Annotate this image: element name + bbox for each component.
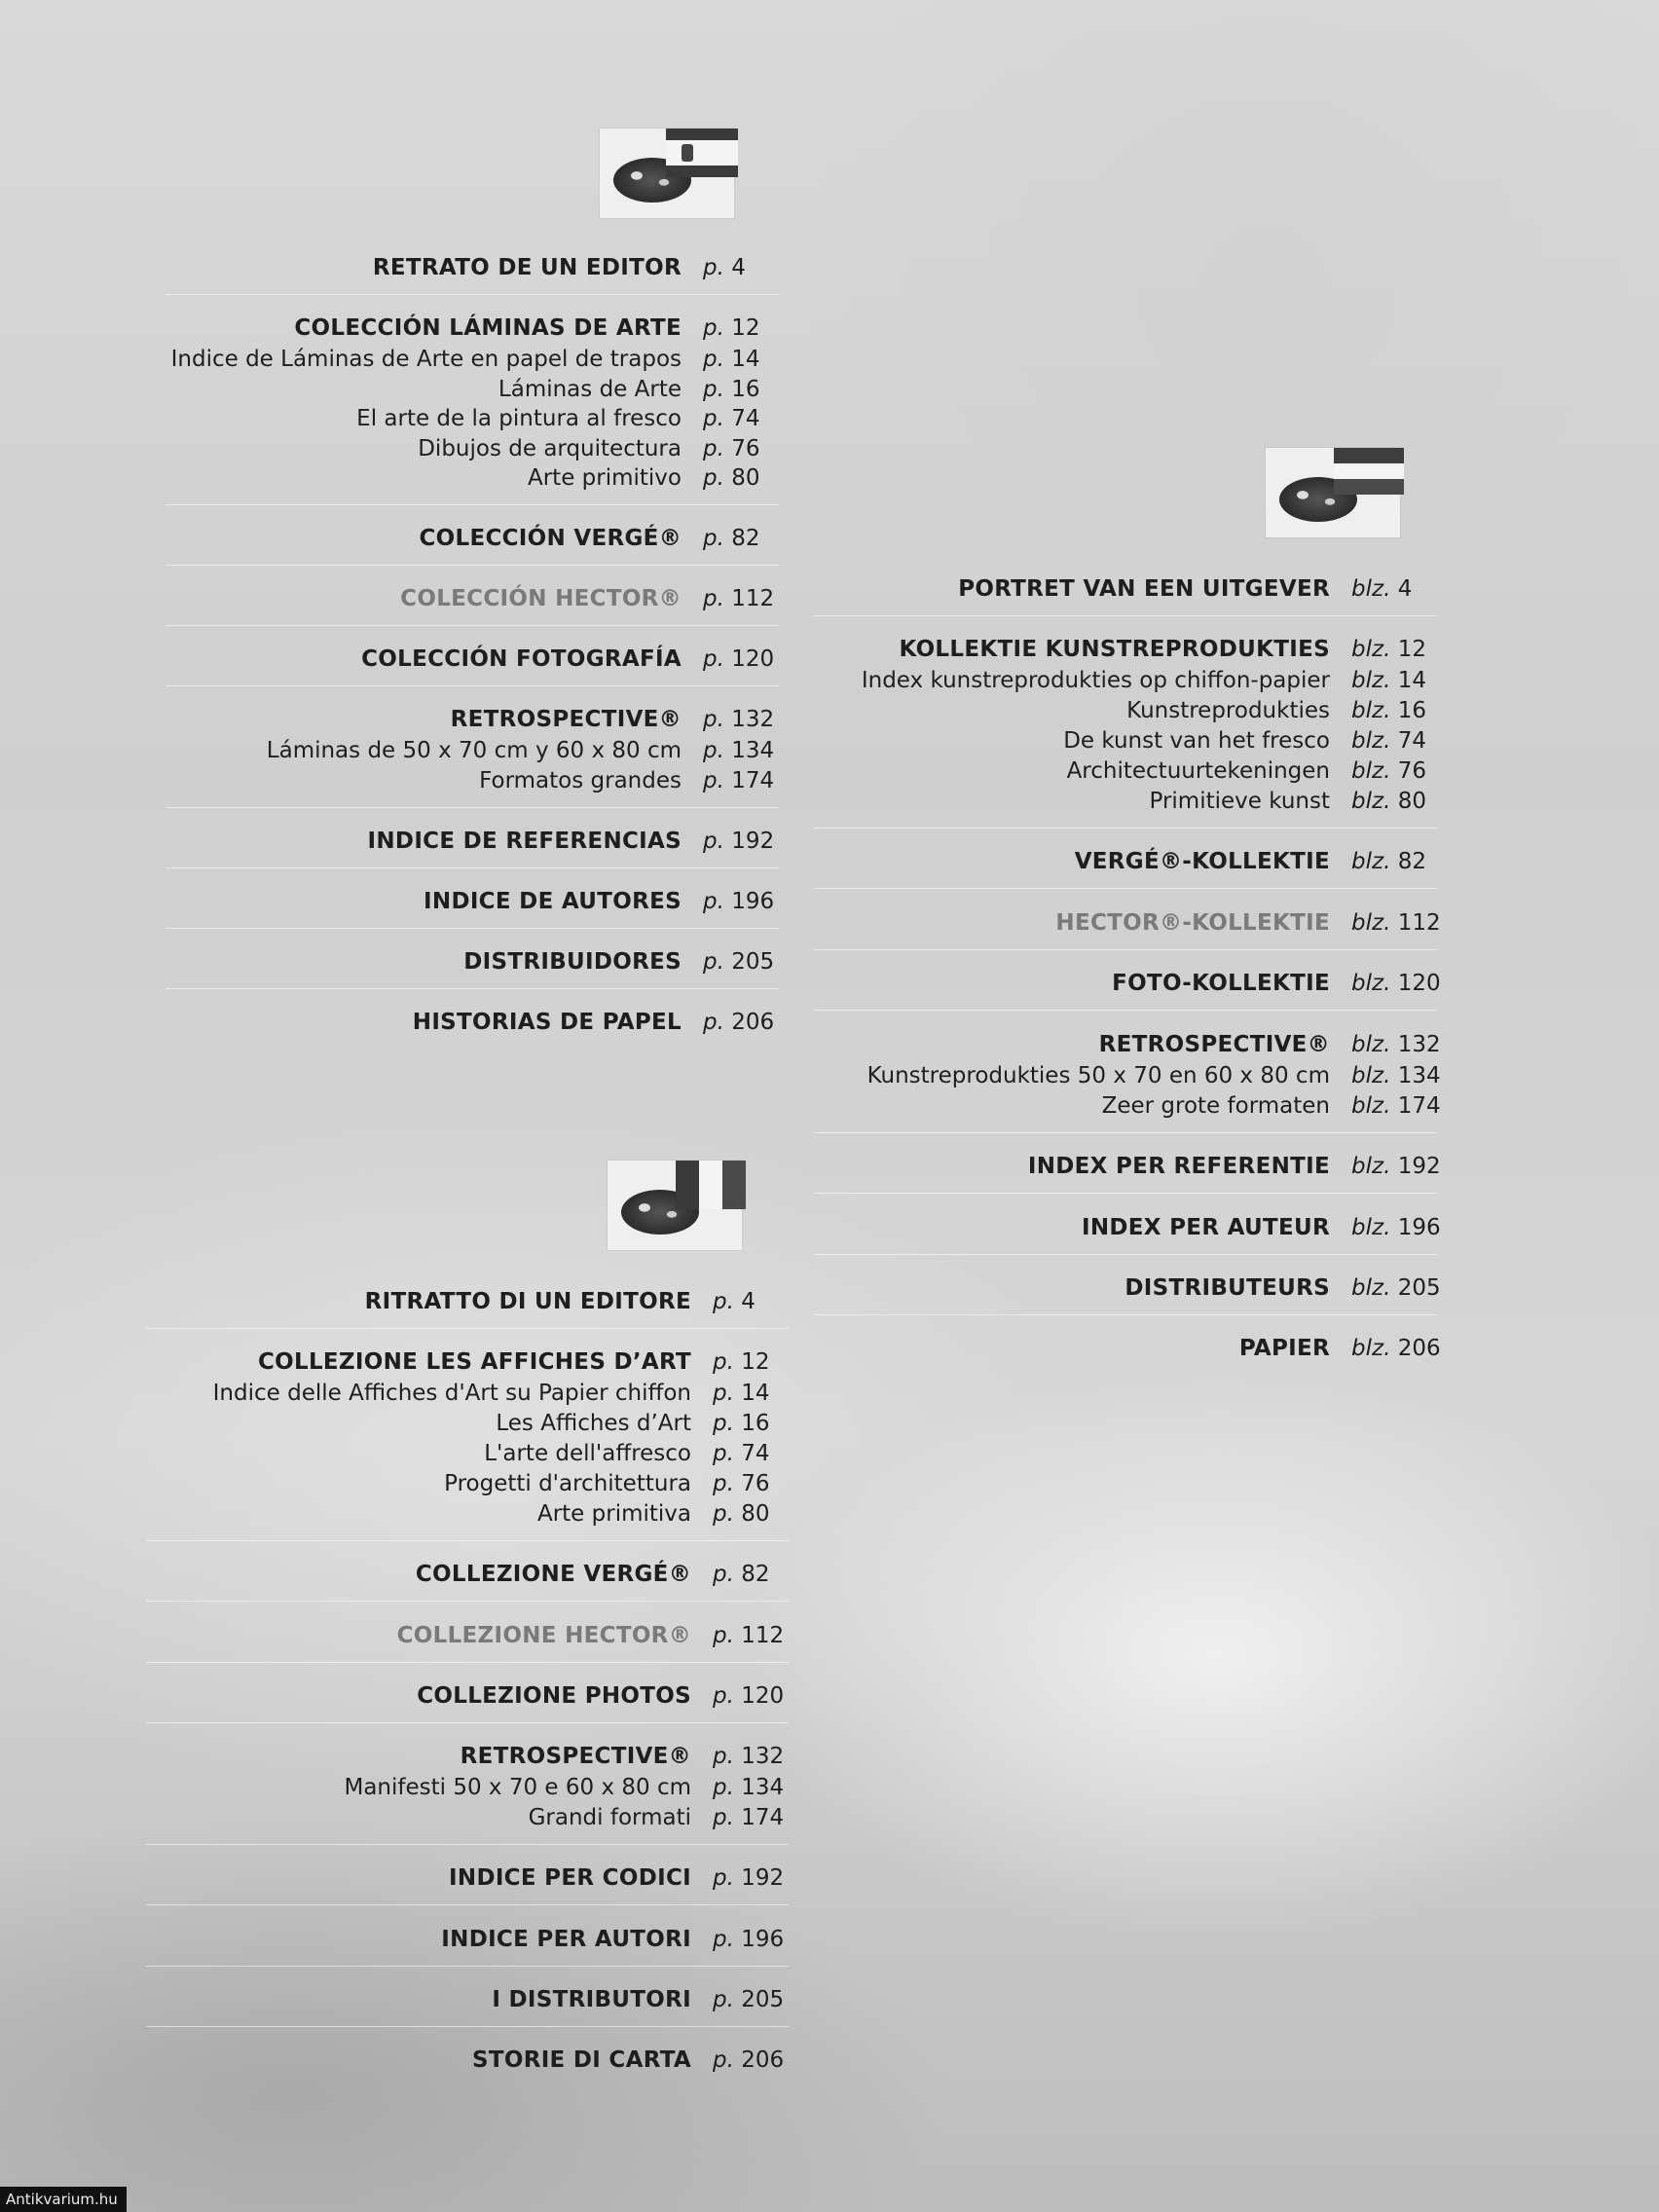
divider (166, 565, 779, 566)
toc-entry (0, 1558, 770, 1591)
page-prefix: blz. (1351, 698, 1391, 723)
toc-entry (0, 432, 760, 465)
toc-entry-page (713, 1862, 784, 1895)
toc-entry-title: INDEX PER REFERENTIE (1027, 1154, 1330, 1179)
page-number: 132 (741, 1744, 785, 1769)
toc-entry-page (1351, 572, 1412, 606)
page-number: 16 (731, 377, 760, 402)
toc-entry-title: INDEX PER AUTEUR (1082, 1215, 1330, 1240)
divider (146, 2026, 789, 2027)
page-number: 4 (731, 255, 746, 280)
toc-entry-title: HECTOR®-KOLLEKTIE (1055, 910, 1330, 936)
toc-entry-page (703, 402, 760, 435)
toc-entry-page (703, 373, 760, 406)
toc-entry (0, 1346, 770, 1379)
divider (146, 1328, 789, 1329)
divider (146, 1601, 789, 1602)
toc-entry (0, 785, 1426, 818)
toc-entry (0, 1028, 1441, 1061)
toc-entry (0, 1740, 785, 1773)
toc-entry (0, 1923, 785, 1956)
toc-entry-title: Architectuurtekeningen (1066, 758, 1330, 784)
page-number: 76 (741, 1471, 770, 1496)
toc-entry-title: Manifesti 50 x 70 e 60 x 80 cm (344, 1775, 691, 1800)
toc-entry (0, 373, 760, 406)
toc-entry (0, 251, 746, 284)
toc-entry-page (713, 1619, 784, 1652)
toc-entry-title: KOLLEKTIE KUNSTREPRODUKTIES (899, 637, 1330, 662)
page-prefix: p. (713, 1501, 734, 1527)
toc-entry-title: Kunstreprodukties 50 x 70 en 60 x 80 cm (866, 1063, 1330, 1088)
toc-entry-page (1351, 1028, 1441, 1061)
page-number: 80 (741, 1501, 770, 1527)
toc-entry-page (713, 1437, 770, 1470)
page-number: 192 (1397, 1154, 1441, 1179)
toc-entry-title: STORIE DI CARTA (471, 2047, 691, 2073)
toc-entry (0, 343, 760, 376)
toc-entry (0, 402, 760, 435)
page-number: 74 (1397, 728, 1426, 754)
toc-entry-title: El arte de la pintura al fresco (356, 406, 682, 431)
page-number: 16 (1397, 698, 1426, 723)
page-number: 14 (1397, 668, 1426, 693)
toc-entry-title: COLECCIÓN FOTOGRAFÍA (361, 646, 682, 672)
page-number: 12 (1397, 637, 1426, 662)
toc-entry-page (713, 1679, 784, 1713)
toc-entry-page (703, 461, 760, 495)
toc-entry-page (1351, 1059, 1441, 1092)
toc-entry-title: RETROSPECTIVE® (450, 707, 682, 732)
page-prefix: blz. (1351, 1275, 1391, 1301)
toc-entry (0, 1771, 785, 1804)
divider (146, 1966, 789, 1967)
toc-entry-page (1351, 755, 1426, 788)
page-prefix: p. (713, 1471, 734, 1496)
page-number: 112 (1397, 910, 1441, 936)
toc-entry-page (1351, 1211, 1441, 1244)
divider (814, 888, 1437, 889)
toc-entry-page (1351, 633, 1426, 666)
page-number: 120 (731, 646, 775, 672)
page-number: 12 (741, 1349, 770, 1375)
page-prefix: blz. (1351, 1032, 1391, 1057)
page-prefix: p. (713, 1987, 734, 2012)
spanish-flag-badge (600, 129, 734, 218)
toc-entry-page (703, 432, 760, 465)
page-number: 4 (1397, 576, 1413, 602)
page-prefix: p. (713, 1927, 734, 1952)
page-prefix: blz. (1351, 1093, 1391, 1119)
page-number: 4 (741, 1289, 756, 1314)
toc-entry (0, 845, 1426, 878)
page-number: 74 (731, 406, 760, 431)
page-prefix: blz. (1351, 728, 1391, 754)
page-prefix: p. (703, 436, 724, 461)
toc-entry-page (1351, 1332, 1441, 1365)
page-prefix: p. (703, 949, 724, 975)
toc-entry (0, 967, 1441, 1000)
page-prefix: p. (703, 377, 724, 402)
divider (166, 504, 779, 505)
toc-entry-title: COLLEZIONE HECTOR® (396, 1623, 691, 1648)
toc-entry-page (713, 1407, 770, 1440)
toc-entry-title: INDICE PER AUTORI (441, 1927, 691, 1952)
page-prefix: p. (713, 1865, 734, 1891)
toc-entry-page (1351, 785, 1426, 818)
toc-entry-title: Indice de Láminas de Arte en papel de trapos (170, 347, 682, 372)
toc-entry-title: DISTRIBUTEURS (1124, 1275, 1330, 1301)
page-prefix: blz. (1351, 668, 1391, 693)
page-number: 120 (1397, 971, 1441, 996)
page-prefix: p. (713, 1411, 734, 1436)
page-prefix: blz. (1351, 849, 1391, 874)
divider (814, 949, 1437, 950)
toc-entry-page (1351, 1089, 1441, 1123)
toc-entry (0, 2044, 785, 2077)
toc-entry (0, 724, 1426, 757)
page-prefix: p. (703, 255, 724, 280)
page-number: 134 (1397, 1063, 1441, 1088)
toc-entry-title: Primitieve kunst (1149, 789, 1330, 814)
page-number: 80 (731, 465, 760, 491)
divider (814, 1314, 1437, 1315)
page-prefix: p. (713, 1775, 734, 1800)
toc-entry-page (713, 1923, 784, 1956)
toc-entry-title: HISTORIAS DE PAPEL (412, 1010, 682, 1035)
toc-entry-title: Láminas de 50 x 70 cm y 60 x 80 cm (266, 738, 682, 763)
page-prefix: p. (703, 1010, 724, 1035)
toc-entry-page (713, 1983, 784, 2016)
divider (814, 615, 1437, 616)
page-number: 112 (741, 1623, 785, 1648)
toc-entry (0, 1285, 756, 1318)
toc-entry-page (1351, 694, 1426, 727)
toc-entry-page (703, 312, 760, 345)
page-prefix: p. (713, 1381, 734, 1406)
page-number: 120 (741, 1683, 785, 1709)
divider (146, 1844, 789, 1845)
toc-entry (0, 1983, 785, 2016)
page-prefix: p. (703, 738, 724, 763)
toc-entry-title: Arte primitiva (536, 1501, 691, 1527)
page-number: 14 (731, 347, 760, 372)
toc-entry (0, 906, 1441, 940)
toc-entry-title: Indice delle Affiches d'Art su Papier chiffon (212, 1381, 691, 1406)
divider (814, 1254, 1437, 1255)
page-number: 206 (1397, 1336, 1441, 1361)
page-prefix: p. (703, 646, 724, 672)
page-number: 76 (1397, 758, 1426, 784)
page-number: 174 (741, 1805, 785, 1830)
toc-entry-title: Index kunstreprodukties op chiffon-papier (861, 668, 1330, 693)
page-prefix: blz. (1351, 637, 1391, 662)
divider (814, 1193, 1437, 1194)
page-number: 196 (731, 889, 775, 914)
toc-entry-page (1351, 967, 1441, 1000)
page-prefix: p. (713, 1562, 734, 1587)
toc-entry-page (1351, 845, 1426, 878)
page-prefix: p. (703, 526, 724, 551)
page-prefix: p. (713, 1349, 734, 1375)
toc-entry (0, 461, 760, 495)
page-number: 205 (1397, 1275, 1441, 1301)
page-number: 76 (731, 436, 760, 461)
toc-entry-title: Progetti d'architettura (444, 1471, 691, 1496)
toc-entry-page (1351, 906, 1441, 940)
page-prefix: blz. (1351, 910, 1391, 936)
divider (166, 625, 779, 626)
toc-entry-title: Les Affiches d’Art (496, 1411, 691, 1436)
page-prefix: p. (703, 707, 724, 732)
dutch-flag-badge (1266, 448, 1400, 537)
divider (146, 1722, 789, 1723)
page-number: 134 (741, 1775, 785, 1800)
toc-entry-page (1351, 1150, 1441, 1183)
page-prefix: blz. (1351, 1336, 1391, 1361)
toc-entry (0, 1377, 770, 1410)
page-prefix: blz. (1351, 1154, 1391, 1179)
toc-entry (0, 1150, 1441, 1183)
toc-entry-page (1351, 664, 1426, 697)
page-number: 174 (1397, 1093, 1441, 1119)
page-number: 134 (731, 738, 775, 763)
toc-entry-page (1351, 724, 1426, 757)
page-number: 14 (741, 1381, 770, 1406)
spain-flag-icon (666, 129, 738, 177)
toc-entry-title: INDICE PER CODICI (449, 1865, 691, 1891)
toc-entry (0, 694, 1426, 727)
toc-entry (0, 1059, 1441, 1092)
toc-entry (0, 572, 1413, 606)
toc-entry-title: Dibujos de arquitectura (418, 436, 682, 461)
toc-entry-title: PAPIER (1238, 1336, 1330, 1361)
page-prefix: p. (713, 1805, 734, 1830)
toc-entry (0, 1211, 1441, 1244)
toc-entry (0, 755, 1426, 788)
toc-entry-page (713, 1285, 756, 1318)
toc-entry-title: Formatos grandes (479, 768, 682, 793)
page-prefix: p. (713, 2047, 734, 2073)
page-number: 192 (731, 829, 775, 854)
toc-entry-title: COLECCIÓN HECTOR® (400, 586, 682, 611)
page-prefix: blz. (1351, 971, 1391, 996)
watermark: Antikvarium.hu (0, 2187, 127, 2212)
toc-entry-title: INDICE DE REFERENCIAS (367, 829, 682, 854)
page-number: 174 (731, 768, 775, 793)
toc-entry-page (713, 2044, 784, 2077)
page-number: 132 (731, 707, 775, 732)
toc-entry-title: FOTO-KOLLEKTIE (1112, 971, 1330, 996)
divider (146, 1904, 789, 1905)
toc-entry (0, 522, 760, 555)
toc-entry-title: I DISTRIBUTORI (492, 1987, 691, 2012)
page-number: 206 (731, 1010, 775, 1035)
toc-entry (0, 1862, 785, 1895)
page-number: 82 (731, 526, 760, 551)
toc-entry-title: COLLEZIONE LES AFFICHES D’ART (257, 1349, 691, 1375)
page-prefix: p. (713, 1683, 734, 1709)
toc-entry (0, 1679, 785, 1713)
page-number: 12 (731, 315, 760, 341)
toc-entry-page (713, 1346, 770, 1379)
page-prefix: p. (703, 586, 724, 611)
page-prefix: blz. (1351, 789, 1391, 814)
toc-entry-title: RETRATO DE UN EDITOR (372, 255, 682, 280)
page-number: 196 (741, 1927, 785, 1952)
page-prefix: p. (703, 406, 724, 431)
toc-entry-title: VERGÉ®-KOLLEKTIE (1074, 849, 1330, 874)
divider (146, 1540, 789, 1541)
toc-entry-page (713, 1771, 784, 1804)
page-prefix: blz. (1351, 1063, 1391, 1088)
toc-entry-title: Arte primitivo (527, 465, 682, 491)
netherlands-flag-icon (1334, 448, 1404, 495)
page-prefix: blz. (1351, 1215, 1391, 1240)
page-number: 82 (741, 1562, 770, 1587)
toc-entry (0, 312, 760, 345)
toc-entry-title: COLLEZIONE VERGÉ® (415, 1562, 691, 1587)
toc-entry-title: Grandi formati (528, 1805, 691, 1830)
toc-entry (0, 1497, 770, 1530)
page-prefix: p. (703, 829, 724, 854)
page-number: 74 (741, 1441, 770, 1466)
toc-entry-page (703, 522, 760, 555)
toc-entry-page (713, 1467, 770, 1500)
toc-entry-title: INDICE DE AUTORES (424, 889, 682, 914)
toc-entry-page (703, 343, 760, 376)
page-prefix: blz. (1351, 758, 1391, 784)
divider (814, 828, 1437, 829)
page-number: 196 (1397, 1215, 1441, 1240)
page-prefix: p. (703, 315, 724, 341)
divider (814, 1132, 1437, 1133)
page-number: 205 (741, 1987, 785, 2012)
toc-entry-page (713, 1497, 770, 1530)
page-number: 82 (1397, 849, 1426, 874)
page-number: 206 (741, 2047, 785, 2073)
toc-entry (0, 1619, 785, 1652)
page-prefix: p. (713, 1441, 734, 1466)
page-prefix: p. (713, 1289, 734, 1314)
toc-entry-page (1351, 1272, 1441, 1305)
page-prefix: p. (713, 1744, 734, 1769)
toc-entry-page (713, 1801, 784, 1834)
toc-entry (0, 1437, 770, 1470)
divider (146, 1662, 789, 1663)
page-prefix: p. (703, 347, 724, 372)
toc-entry-page (713, 1558, 770, 1591)
toc-entry-title: De kunst van het fresco (1063, 728, 1330, 754)
page-prefix: p. (703, 768, 724, 793)
toc-entry-page (713, 1377, 770, 1410)
page-number: 80 (1397, 789, 1426, 814)
toc-entry-page (703, 251, 746, 284)
page-number: 205 (731, 949, 775, 975)
toc-entry-title: DISTRIBUIDORES (463, 949, 682, 975)
page-number: 112 (731, 586, 775, 611)
divider (166, 294, 779, 295)
toc-entry-title: RETROSPECTIVE® (1098, 1032, 1330, 1057)
toc-entry-title: Kunstreprodukties (1126, 698, 1330, 723)
page-prefix: p. (713, 1623, 734, 1648)
toc-entry (0, 1407, 770, 1440)
toc-entry (0, 1467, 770, 1500)
toc-entry-title: COLECCIÓN VERGÉ® (419, 526, 682, 551)
page-prefix: p. (703, 889, 724, 914)
page-number: 16 (741, 1411, 770, 1436)
toc-entry-title: PORTRET VAN EEN UITGEVER (958, 576, 1330, 602)
page-number: 192 (741, 1865, 785, 1891)
divider (814, 1010, 1437, 1011)
toc-entry (0, 633, 1426, 666)
toc-entry-title: L'arte dell'affresco (484, 1441, 691, 1466)
toc-entry-title: Zeer grote formaten (1101, 1093, 1330, 1119)
toc-entry-page (713, 1740, 784, 1773)
toc-entry-title: COLLEZIONE PHOTOS (417, 1683, 691, 1709)
toc-entry-title: COLECCIÓN LÁMINAS DE ARTE (294, 315, 682, 341)
toc-entry-title: Láminas de Arte (498, 377, 682, 402)
page-number: 132 (1397, 1032, 1441, 1057)
page-prefix: p. (703, 465, 724, 491)
toc-entry (0, 664, 1426, 697)
toc-entry-title: RITRATTO DI UN EDITORE (364, 1289, 691, 1314)
toc-entry (0, 1089, 1441, 1123)
page-prefix: blz. (1351, 576, 1391, 602)
toc-entry (0, 1801, 785, 1834)
toc-entry-title: RETROSPECTIVE® (460, 1744, 691, 1769)
